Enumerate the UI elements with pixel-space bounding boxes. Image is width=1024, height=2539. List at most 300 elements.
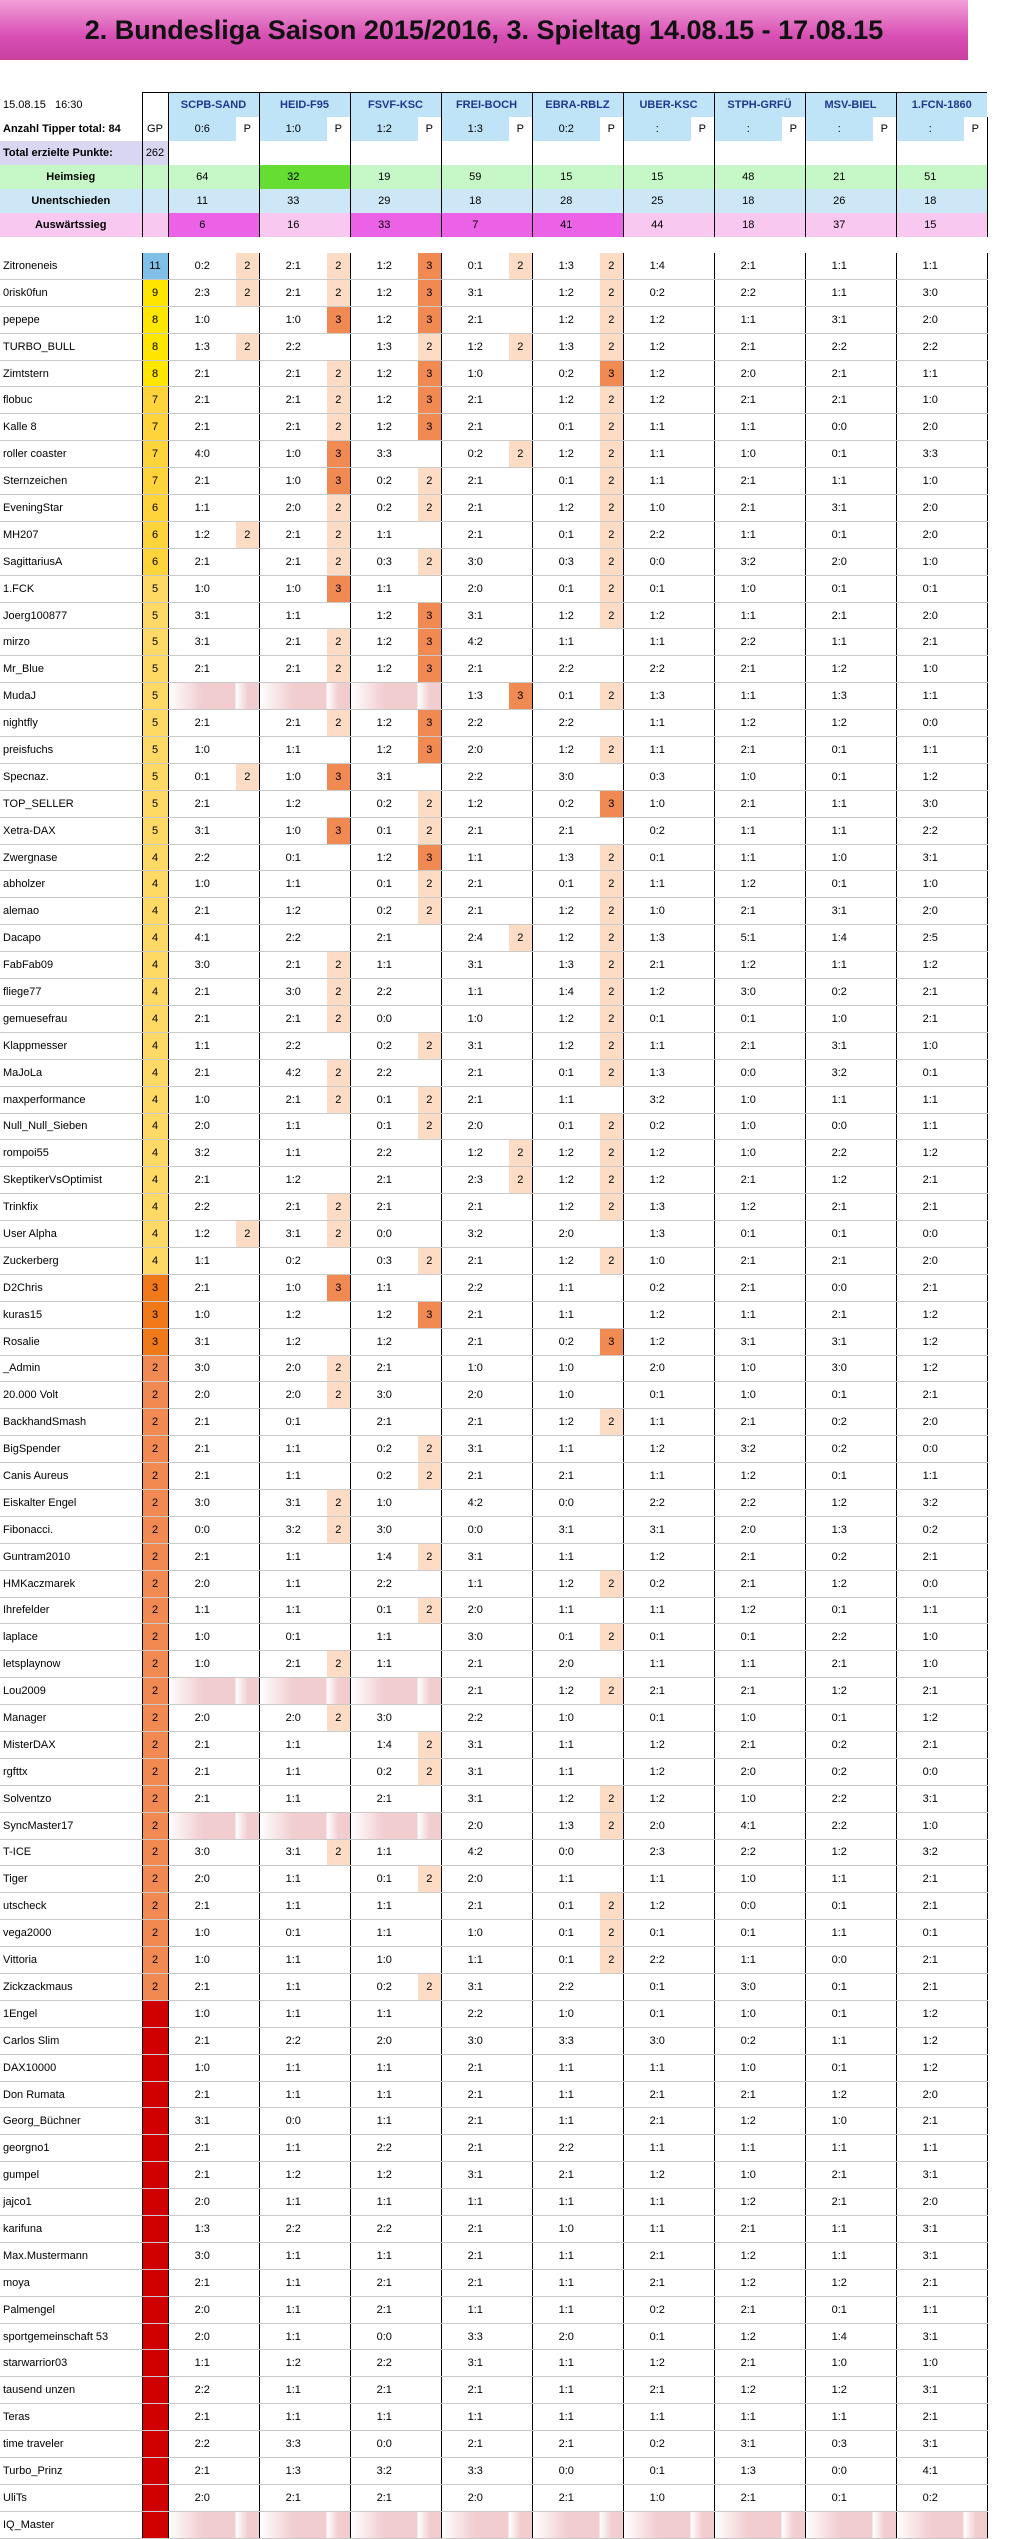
player-gp: 4 bbox=[142, 1032, 168, 1059]
player-row bbox=[0, 2511, 987, 2538]
player-gp: 4 bbox=[142, 844, 168, 871]
tip-points bbox=[418, 1005, 441, 1032]
tip-points bbox=[600, 2296, 623, 2323]
tip-score: 0:2 bbox=[532, 360, 600, 387]
tip-score: 2:1 bbox=[350, 2377, 418, 2404]
tip-score: 1:1 bbox=[259, 1947, 327, 1974]
tippers-total-label: Anzahl Tipper total: 84 bbox=[3, 123, 121, 135]
player-gp: 5 bbox=[142, 790, 168, 817]
tip-score: 0:1 bbox=[805, 763, 873, 790]
tip-points bbox=[691, 521, 714, 548]
tip-points bbox=[509, 898, 532, 925]
tip-points bbox=[964, 1651, 987, 1678]
tip-points bbox=[782, 1624, 805, 1651]
tip-points: 2 bbox=[327, 952, 350, 979]
tip-points: 2 bbox=[418, 1758, 441, 1785]
tip-score: 0:1 bbox=[805, 2000, 873, 2027]
tip-points: 2 bbox=[509, 441, 532, 468]
tip-points bbox=[509, 2511, 532, 2538]
tip-score: 1:1 bbox=[623, 1409, 691, 1436]
tip-score: 1:1 bbox=[532, 1436, 600, 1463]
player-name: 1.FCK bbox=[0, 575, 142, 602]
tip-points bbox=[873, 2269, 896, 2296]
tip-points bbox=[418, 2323, 441, 2350]
summary-value: 15 bbox=[623, 165, 691, 189]
tip-score: 2:1 bbox=[896, 629, 964, 656]
tip-points bbox=[327, 2377, 350, 2404]
tip-score: 3:2 bbox=[441, 1221, 509, 1248]
tip-points bbox=[782, 1005, 805, 1032]
tip-points bbox=[964, 2377, 987, 2404]
player-row bbox=[0, 2269, 987, 2296]
tip-score: 0:2 bbox=[805, 1758, 873, 1785]
tip-score: 2:2 bbox=[350, 979, 418, 1006]
tip-score: 1:2 bbox=[259, 1301, 327, 1328]
tip-score: 2:1 bbox=[441, 2242, 509, 2269]
empty-cell bbox=[623, 141, 691, 165]
tip-score: 2:1 bbox=[441, 871, 509, 898]
tip-score: 2:1 bbox=[714, 2081, 782, 2108]
player-gp: 0 bbox=[142, 2216, 168, 2243]
tip-points bbox=[327, 2404, 350, 2431]
player-gp: 2 bbox=[142, 1382, 168, 1409]
tip-points bbox=[782, 253, 805, 279]
tip-points bbox=[418, 2242, 441, 2269]
tip-score: 1:4 bbox=[623, 253, 691, 279]
tip-score: 2:0 bbox=[441, 1866, 509, 1893]
tip-score: 2:0 bbox=[896, 521, 964, 548]
tip-score: 3:0 bbox=[350, 1705, 418, 1732]
tip-score: 3:2 bbox=[896, 1489, 964, 1516]
player-name: Zimtstern bbox=[0, 360, 142, 387]
tip-points: 3 bbox=[327, 468, 350, 495]
tip-score: 2:1 bbox=[896, 1731, 964, 1758]
tip-points bbox=[964, 1247, 987, 1274]
tip-score: 3:0 bbox=[259, 979, 327, 1006]
tip-points: 3 bbox=[418, 737, 441, 764]
tip-score: 1:1 bbox=[441, 1570, 509, 1597]
tip-points bbox=[509, 1597, 532, 1624]
tip-score: 2:1 bbox=[896, 2108, 964, 2135]
tip-points bbox=[873, 1947, 896, 1974]
tip-score: 2:1 bbox=[168, 2081, 236, 2108]
tip-score: 2:1 bbox=[532, 1463, 600, 1490]
tip-points bbox=[509, 952, 532, 979]
tip-score: 1:2 bbox=[623, 360, 691, 387]
summary-value: 33 bbox=[350, 213, 418, 237]
tip-points: 2 bbox=[418, 1032, 441, 1059]
tip-score: 2:1 bbox=[714, 737, 782, 764]
tip-score: 2:1 bbox=[714, 1731, 782, 1758]
player-name: Zwergnase bbox=[0, 844, 142, 871]
tip-points bbox=[327, 2242, 350, 2269]
tip-score: 1:1 bbox=[714, 521, 782, 548]
tip-score: 2:1 bbox=[441, 1247, 509, 1274]
tip-score: 1:2 bbox=[259, 2350, 327, 2377]
tip-points bbox=[600, 656, 623, 683]
tip-score: 2:1 bbox=[168, 979, 236, 1006]
tip-points bbox=[691, 279, 714, 306]
player-row bbox=[0, 2296, 987, 2323]
summary-spacer bbox=[418, 189, 441, 213]
tip-score: 1:1 bbox=[532, 1301, 600, 1328]
tip-points bbox=[691, 2458, 714, 2485]
tip-points bbox=[964, 1489, 987, 1516]
tip-score: 1:2 bbox=[532, 1247, 600, 1274]
tip-score bbox=[168, 1812, 236, 1839]
tip-points bbox=[327, 871, 350, 898]
tip-score: 1:1 bbox=[350, 2108, 418, 2135]
tip-points bbox=[782, 2027, 805, 2054]
player-gp: 0 bbox=[142, 2027, 168, 2054]
tip-score: 0:2 bbox=[350, 468, 418, 495]
player-gp: 0 bbox=[142, 2511, 168, 2538]
tip-points: 2 bbox=[418, 871, 441, 898]
tip-points bbox=[691, 1489, 714, 1516]
tip-points: 2 bbox=[236, 279, 259, 306]
player-name: Fibonacci. bbox=[0, 1516, 142, 1543]
tip-score: 0:1 bbox=[168, 763, 236, 790]
tip-score: 0:1 bbox=[532, 683, 600, 710]
tip-score: 1:1 bbox=[350, 1839, 418, 1866]
tip-score: 1:0 bbox=[441, 1920, 509, 1947]
tip-points bbox=[509, 2484, 532, 2511]
tip-points bbox=[236, 1059, 259, 1086]
tip-score: 1:1 bbox=[805, 1920, 873, 1947]
empty-cell bbox=[805, 141, 873, 165]
tip-score: 1:1 bbox=[259, 2135, 327, 2162]
tip-points bbox=[509, 979, 532, 1006]
tip-points bbox=[691, 1194, 714, 1221]
tip-score: 3:2 bbox=[168, 1140, 236, 1167]
tip-score bbox=[259, 2511, 327, 2538]
tip-score: 0:2 bbox=[623, 279, 691, 306]
player-gp: 2 bbox=[142, 1597, 168, 1624]
tip-score: 2:2 bbox=[623, 1489, 691, 1516]
player-name: IQ_Master bbox=[0, 2511, 142, 2538]
tip-points bbox=[236, 2458, 259, 2485]
tip-points bbox=[691, 2189, 714, 2216]
tip-score: 1:2 bbox=[623, 1436, 691, 1463]
tip-points: 2 bbox=[327, 387, 350, 414]
tip-score: 1:1 bbox=[623, 441, 691, 468]
tip-points bbox=[509, 629, 532, 656]
tip-score: 3:1 bbox=[441, 602, 509, 629]
tip-points bbox=[509, 1086, 532, 1113]
tip-points bbox=[509, 2323, 532, 2350]
tip-points bbox=[327, 2511, 350, 2538]
tip-points bbox=[873, 1086, 896, 1113]
tip-score: 1:1 bbox=[532, 2081, 600, 2108]
tip-points bbox=[327, 2189, 350, 2216]
tip-score: 2:1 bbox=[532, 2431, 600, 2458]
tip-points: 2 bbox=[600, 737, 623, 764]
tip-points bbox=[873, 1382, 896, 1409]
tip-score: 1:2 bbox=[623, 2350, 691, 2377]
player-gp: 0 bbox=[142, 2484, 168, 2511]
tip-points: 2 bbox=[600, 979, 623, 1006]
tip-points bbox=[509, 710, 532, 737]
tip-points: 2 bbox=[600, 683, 623, 710]
tip-points bbox=[873, 1328, 896, 1355]
tip-points bbox=[782, 629, 805, 656]
player-gp: 2 bbox=[142, 1489, 168, 1516]
tip-points: 2 bbox=[600, 1570, 623, 1597]
tip-score: 1:1 bbox=[259, 1731, 327, 1758]
tip-score: 0:1 bbox=[896, 1920, 964, 1947]
player-gp: 0 bbox=[142, 2242, 168, 2269]
player-gp: 4 bbox=[142, 1194, 168, 1221]
player-row bbox=[0, 1597, 987, 1624]
time-label: 16:30 bbox=[55, 98, 83, 111]
tip-points bbox=[964, 1516, 987, 1543]
match-result: : bbox=[805, 117, 873, 141]
player-row bbox=[0, 1758, 987, 1785]
tip-score: 0:1 bbox=[714, 1624, 782, 1651]
tip-points: 2 bbox=[600, 925, 623, 952]
tip-score: 3:1 bbox=[259, 1489, 327, 1516]
tip-points bbox=[327, 1624, 350, 1651]
tip-points: 2 bbox=[236, 521, 259, 548]
tip-points bbox=[691, 1543, 714, 1570]
player-row bbox=[0, 2484, 987, 2511]
tip-points bbox=[418, 2000, 441, 2027]
tip-score: 1:1 bbox=[259, 1543, 327, 1570]
tip-points bbox=[600, 2269, 623, 2296]
tip-score: 1:3 bbox=[623, 1059, 691, 1086]
player-row bbox=[0, 1624, 987, 1651]
tip-points bbox=[691, 2027, 714, 2054]
tip-points bbox=[782, 1866, 805, 1893]
tip-score: 1:0 bbox=[896, 1651, 964, 1678]
tip-score: 1:2 bbox=[805, 710, 873, 737]
tip-points bbox=[236, 2511, 259, 2538]
tip-points bbox=[873, 1032, 896, 1059]
tip-score: 3:3 bbox=[259, 2431, 327, 2458]
tip-points: 3 bbox=[418, 360, 441, 387]
tip-points bbox=[418, 2511, 441, 2538]
tip-points bbox=[691, 871, 714, 898]
tip-points bbox=[964, 1355, 987, 1382]
tip-points bbox=[964, 441, 987, 468]
tip-score: 1:0 bbox=[168, 1086, 236, 1113]
tip-points bbox=[782, 1489, 805, 1516]
tip-score: 1:1 bbox=[350, 1651, 418, 1678]
tip-score: 0:1 bbox=[623, 2458, 691, 2485]
player-gp: 2 bbox=[142, 1570, 168, 1597]
player-row bbox=[0, 683, 987, 710]
tip-points bbox=[327, 2000, 350, 2027]
tip-score: 2:2 bbox=[714, 629, 782, 656]
tip-points bbox=[236, 1839, 259, 1866]
tip-points bbox=[236, 1436, 259, 1463]
tip-points bbox=[691, 1624, 714, 1651]
tip-score: 2:0 bbox=[441, 1812, 509, 1839]
tip-points bbox=[509, 360, 532, 387]
tip-points bbox=[509, 1221, 532, 1248]
tip-points bbox=[236, 2350, 259, 2377]
tip-points bbox=[600, 1651, 623, 1678]
tip-score: 4:2 bbox=[441, 1489, 509, 1516]
tip-points bbox=[691, 737, 714, 764]
tip-points bbox=[600, 1274, 623, 1301]
tip-score bbox=[168, 683, 236, 710]
tip-points bbox=[509, 1893, 532, 1920]
tip-points bbox=[418, 763, 441, 790]
tip-score: 2:1 bbox=[259, 2484, 327, 2511]
tip-score: 1:1 bbox=[896, 1113, 964, 1140]
tip-score: 2:1 bbox=[714, 387, 782, 414]
tip-score: 1:2 bbox=[714, 2323, 782, 2350]
tip-score: 1:1 bbox=[714, 1651, 782, 1678]
tip-score: 2:1 bbox=[350, 2269, 418, 2296]
player-row bbox=[0, 521, 987, 548]
summary-row bbox=[0, 189, 987, 213]
tip-points bbox=[327, 1597, 350, 1624]
tip-score: 2:1 bbox=[168, 898, 236, 925]
player-name: Max.Mustermann bbox=[0, 2242, 142, 2269]
tip-points bbox=[236, 1758, 259, 1785]
tip-score: 0:3 bbox=[532, 548, 600, 575]
summary-spacer bbox=[418, 213, 441, 237]
player-name: Manager bbox=[0, 1705, 142, 1732]
tip-score: 3:2 bbox=[896, 1839, 964, 1866]
tip-score: 3:2 bbox=[350, 2458, 418, 2485]
tip-score: 1:3 bbox=[168, 2216, 236, 2243]
tip-points bbox=[873, 1301, 896, 1328]
tip-points bbox=[600, 1355, 623, 1382]
tip-score: 0:1 bbox=[532, 1893, 600, 1920]
summary-spacer bbox=[509, 189, 532, 213]
tip-points bbox=[418, 2054, 441, 2081]
tip-score: 0:1 bbox=[805, 1597, 873, 1624]
tip-points bbox=[964, 1839, 987, 1866]
tip-points bbox=[873, 979, 896, 1006]
tip-score: 1:1 bbox=[259, 1570, 327, 1597]
player-gp: 2 bbox=[142, 1516, 168, 1543]
tip-score: 1:2 bbox=[896, 2000, 964, 2027]
tip-points bbox=[418, 1355, 441, 1382]
tip-points bbox=[418, 1140, 441, 1167]
tip-score: 0:0 bbox=[532, 1839, 600, 1866]
player-row bbox=[0, 2162, 987, 2189]
tip-points bbox=[873, 1785, 896, 1812]
tip-score: 0:1 bbox=[350, 871, 418, 898]
tip-points bbox=[964, 763, 987, 790]
tip-score: 0:2 bbox=[623, 2431, 691, 2458]
tip-score bbox=[350, 683, 418, 710]
tip-points bbox=[327, 925, 350, 952]
tip-points: 3 bbox=[327, 441, 350, 468]
player-row bbox=[0, 468, 987, 495]
tip-score: 1:0 bbox=[805, 844, 873, 871]
tip-points: 2 bbox=[509, 1140, 532, 1167]
tip-points: 2 bbox=[600, 468, 623, 495]
tip-score: 1:1 bbox=[714, 1947, 782, 1974]
tip-score: 1:1 bbox=[441, 2189, 509, 2216]
tip-score: 1:0 bbox=[168, 2000, 236, 2027]
tip-score: 2:1 bbox=[441, 2054, 509, 2081]
tip-score: 2:1 bbox=[441, 468, 509, 495]
player-row bbox=[0, 871, 987, 898]
tip-score: 0:1 bbox=[532, 521, 600, 548]
tip-score: 1:1 bbox=[714, 414, 782, 441]
tip-points bbox=[236, 2323, 259, 2350]
tip-points bbox=[964, 2458, 987, 2485]
tip-score: 0:2 bbox=[259, 1247, 327, 1274]
tip-points bbox=[691, 844, 714, 871]
tip-score: 2:1 bbox=[714, 1543, 782, 1570]
tip-score: 0:0 bbox=[441, 1516, 509, 1543]
tip-score: 1:1 bbox=[805, 952, 873, 979]
tip-score: 2:1 bbox=[350, 1167, 418, 1194]
tip-points bbox=[236, 1516, 259, 1543]
tip-points bbox=[418, 1274, 441, 1301]
player-name: abholzer bbox=[0, 871, 142, 898]
tip-points bbox=[509, 1032, 532, 1059]
tip-score: 4:1 bbox=[714, 1812, 782, 1839]
player-gp: 2 bbox=[142, 1785, 168, 1812]
player-gp: 4 bbox=[142, 1086, 168, 1113]
tip-points bbox=[691, 1274, 714, 1301]
tip-points bbox=[327, 2108, 350, 2135]
tip-points bbox=[782, 2162, 805, 2189]
summary-row bbox=[0, 165, 987, 189]
player-row bbox=[0, 1785, 987, 1812]
team-header: 1.FCN-1860 bbox=[896, 93, 987, 118]
tip-score: 2:1 bbox=[168, 2027, 236, 2054]
tip-score: 3:1 bbox=[259, 1221, 327, 1248]
tip-score: 2:1 bbox=[259, 521, 327, 548]
tip-points bbox=[236, 1247, 259, 1274]
tip-points bbox=[600, 2000, 623, 2027]
points-header: P bbox=[509, 117, 532, 141]
tip-score: 0:0 bbox=[350, 1221, 418, 1248]
player-gp: 4 bbox=[142, 1059, 168, 1086]
tip-score: 1:1 bbox=[805, 2216, 873, 2243]
tip-score: 1:2 bbox=[714, 2242, 782, 2269]
tip-score: 1:1 bbox=[168, 1032, 236, 1059]
tip-score: 1:0 bbox=[714, 2000, 782, 2027]
summary-value: 15 bbox=[532, 165, 600, 189]
tip-points bbox=[782, 2404, 805, 2431]
tip-score: 1:0 bbox=[714, 1785, 782, 1812]
tip-points bbox=[327, 1463, 350, 1490]
tip-score: 1:1 bbox=[896, 1463, 964, 1490]
tip-points bbox=[327, 1247, 350, 1274]
tip-points bbox=[509, 1920, 532, 1947]
tip-points bbox=[600, 1382, 623, 1409]
tip-points bbox=[236, 1274, 259, 1301]
summary-value: 18 bbox=[896, 189, 964, 213]
tip-points bbox=[691, 1382, 714, 1409]
tip-points bbox=[873, 1140, 896, 1167]
tip-points: 2 bbox=[600, 1140, 623, 1167]
tip-score: 1:2 bbox=[350, 1328, 418, 1355]
player-row bbox=[0, 441, 987, 468]
tip-score: 2:0 bbox=[168, 2323, 236, 2350]
tip-score: 0:0 bbox=[714, 1893, 782, 1920]
points-header: P bbox=[964, 117, 987, 141]
player-name: Vittoria bbox=[0, 1947, 142, 1974]
tip-points bbox=[782, 790, 805, 817]
tip-points bbox=[691, 1463, 714, 1490]
tip-score: 1:1 bbox=[896, 737, 964, 764]
tip-score bbox=[623, 2511, 691, 2538]
tip-points bbox=[691, 1113, 714, 1140]
player-name: Kalle 8 bbox=[0, 414, 142, 441]
tip-points bbox=[782, 2242, 805, 2269]
